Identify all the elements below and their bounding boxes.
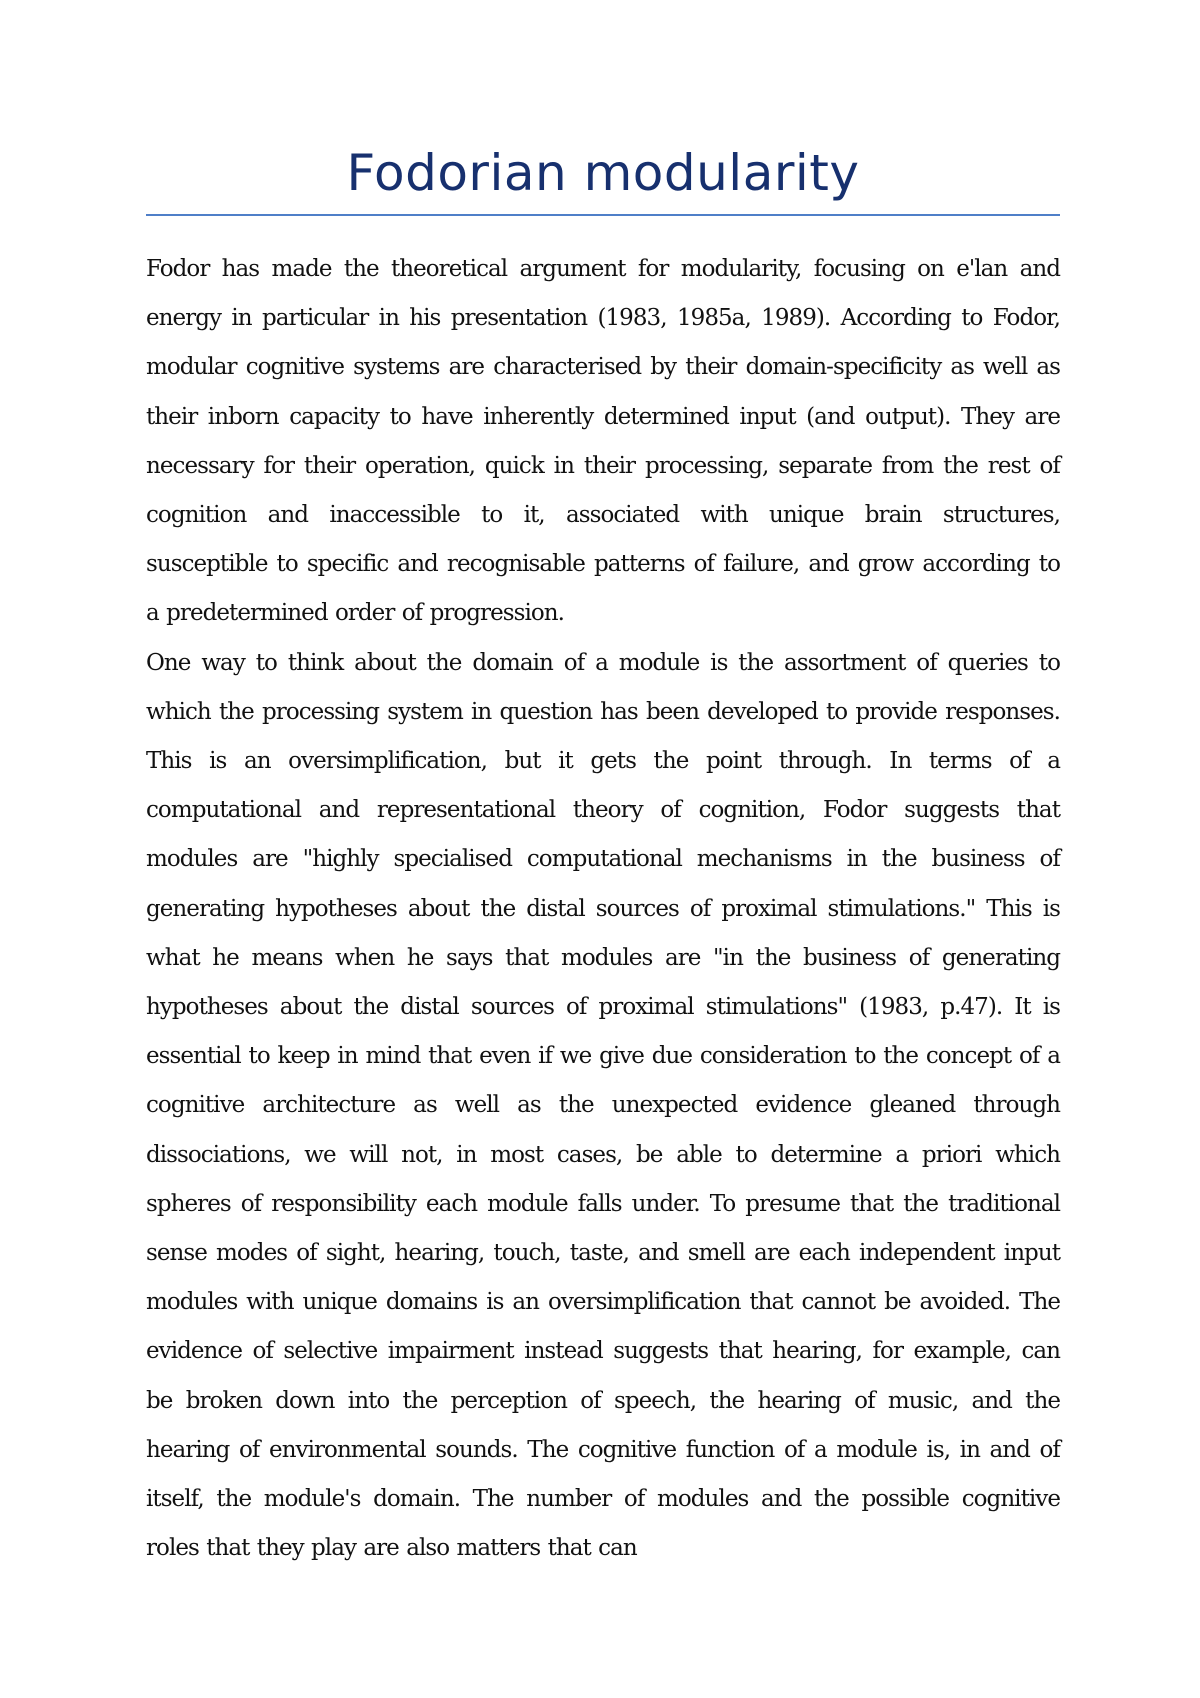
paragraph-1: Fodor has made the theoretical argument for modularity, focusing on e'lan and energy in particular in his presentation (1983, 1985a, 1989). According to Fodor, modular cognitive systems are characterised by their domain-specificity as well as their inborn capacity to have inherently determined input (and output). They are necessary for their operation, quick in their processing, separate from the rest of cognition and inaccessible to it, associated with unique brain structures, susceptible to specific and recognisable patterns of failure, and grow according to a predetermined order of progression. [146,256,1060,627]
document-body [146,245,1060,1573]
page-title: Fodorian modularity [346,144,860,202]
paragraph-2: One way to think about the domain of a module is the assortment of queries to which the processing system in question has been developed to provide responses. This is an oversimplification, but it gets the point through. In terms of a computational and representational theory of cognition, Fodor suggests that modules are "highly specialised computational mechanisms in the business of generating hypotheses about the distal sources of proximal stimulations." This is what he means when he says that modules are "in the business of generating hypotheses about the distal sources of proximal stimulations" (1983, p.47). It is essential to keep in mind that even if we give due consideration to the concept of a cognitive architecture as well as the unexpected evidence gleaned through dissociations, we will not, in most cases, be able to determine a priori which spheres of responsibility each module falls under. To presume that the traditional sense modes of sight, hearing, touch, taste, and smell are each independent input modules with unique domains is an oversimplification that cannot be avoided. The evidence of selective impairment instead suggests that hearing, for example, can be broken down into the perception of speech, the hearing of music, and the hearing of environmental sounds. The cognitive function of a module is, in and of itself, the module's domain. The number of modules and the possible cognitive roles that they play are also matters that can [146,649,1060,1562]
title-underline-divider [146,214,1060,216]
